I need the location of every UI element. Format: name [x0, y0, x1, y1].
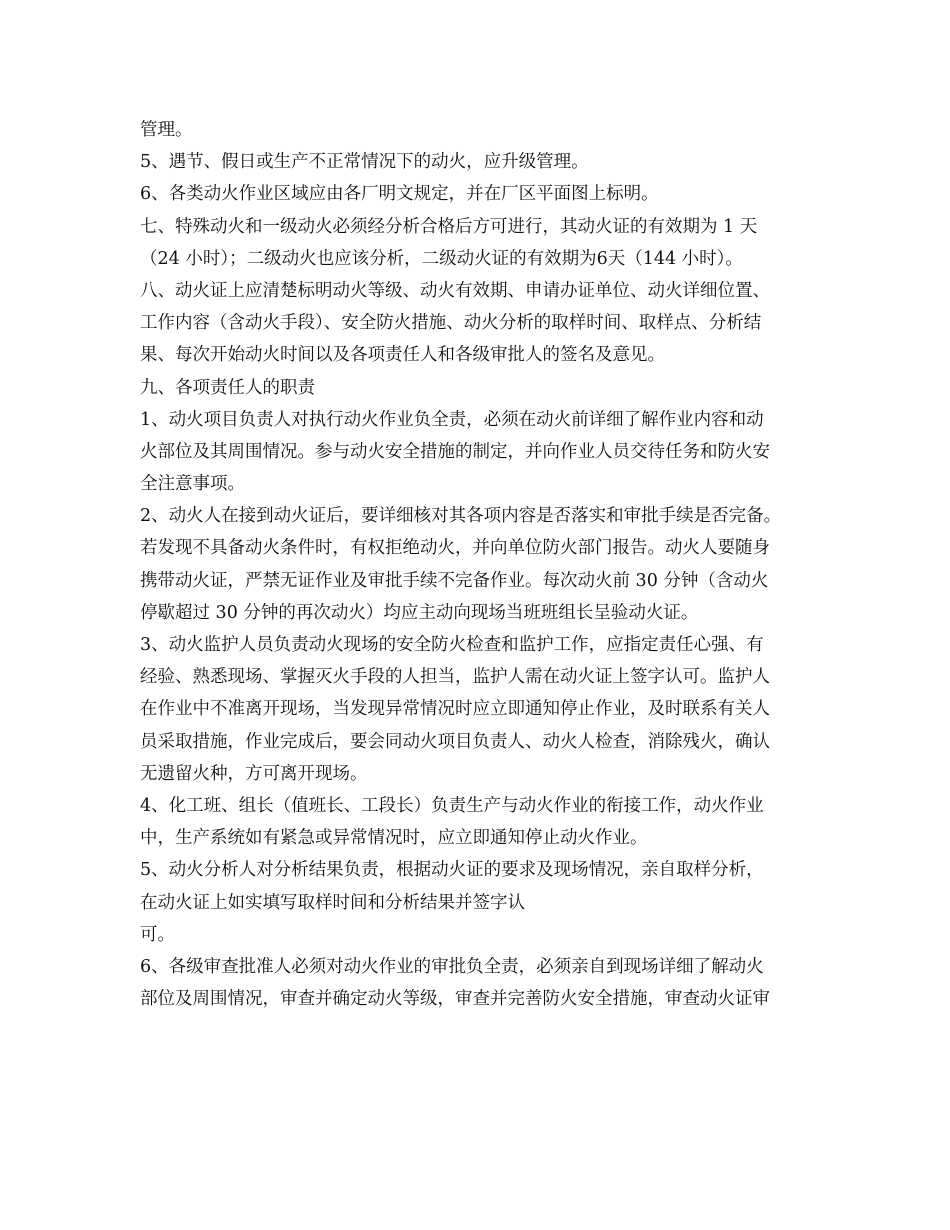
text-line: 2、动火人在接到动火证后，要详细核对其各项内容是否落实和审批手续是否完备。 — [140, 506, 782, 527]
text-line: 4、化工班、组长（值班长、工段长）负责生产与动火作业的衔接工作，动火作业 — [140, 795, 764, 816]
text-line: 全注意事项。 — [140, 474, 245, 495]
text-line: 6、各类动火作业区域应由各厂明文规定，并在厂区平面图上标明。 — [140, 184, 659, 205]
text-line: 1、动火项目负责人对执行动火作业负全责，必须在动火前详细了解作业内容和动 — [140, 409, 764, 430]
text-line: 员采取措施，作业完成后，要会同动火项目负责人、动火人检查，消除残火，确认 — [140, 731, 770, 752]
text-line: 中，生产系统如有紧急或异常情况时，应立即通知停止动火作业。 — [140, 828, 648, 849]
text-line: 部位及周围情况，审查并确定动火等级，审查并完善防火安全措施，审查动火证审 — [140, 989, 770, 1010]
text-line: 停歇超过 30 分钟的再次动火）均应主动向现场当班班组长呈验动火证。 — [140, 602, 699, 623]
text-line: 工作内容（含动火手段）、安全防火措施、动火分析的取样时间、取样点、分析结 — [140, 313, 762, 334]
text-line: 八、动火证上应清楚标明动火等级、动火有效期、申请办证单位、动火详细位置、 — [140, 280, 770, 301]
text-line: 携带动火证，严禁无证作业及审批手续不完备作业。每次动火前 30 分钟（含动火 — [140, 570, 769, 591]
section-heading: 九、各项责任人的职责 — [140, 377, 315, 398]
text-line: 可。 — [140, 924, 175, 945]
text-line: 3、动火监护人员负责动火现场的安全防火检查和监护工作，应指定责任心强、有 — [140, 635, 764, 655]
text-line: 无遗留火种，方可离开现场。 — [140, 763, 368, 784]
text-line: 5、动火分析人对分析结果负责，根据动火证的要求及现场情况，亲自取样分析， — [140, 860, 764, 881]
text-line: （24 小时）；二级动火也应该分析，二级动火证的有效期为6天（144 小时）。 — [140, 248, 743, 269]
text-line: 若发现不具备动火条件时，有权拒绝动火，并向单位防火部门报告。动火人要随身 — [140, 538, 770, 559]
text-line: 5、遇节、假日或生产不正常情况下的动火，应升级管理。 — [140, 152, 589, 173]
text-line: 管理。 — [140, 120, 193, 140]
text-line: 果、每次开始动火时间以及各项责任人和各级审批人的签名及意见。 — [140, 345, 665, 366]
text-line: 在作业中不准离开现场，当发现异常情况时应立即通知停止作业，及时联系有关人 — [140, 699, 770, 720]
text-line: 在动火证上如实填写取样时间和分析结果并签字认 — [140, 892, 525, 913]
text-line: 七、特殊动火和一级动火必须经分析合格后方可进行，其动火证的有效期为 1 天 — [140, 216, 758, 237]
text-line: 火部位及其周围情况。参与动火安全措施的制定，并向作业人员交待任务和防火安 — [140, 441, 770, 462]
text-line: 6、各级审查批准人必须对动火作业的审批负全责，必须亲自到现场详细了解动火 — [140, 956, 764, 977]
text-line: 经验、熟悉现场、掌握灭火手段的人担当，监护人需在动火证上签字认可。监护人 — [140, 667, 770, 688]
document-body — [140, 114, 820, 1015]
